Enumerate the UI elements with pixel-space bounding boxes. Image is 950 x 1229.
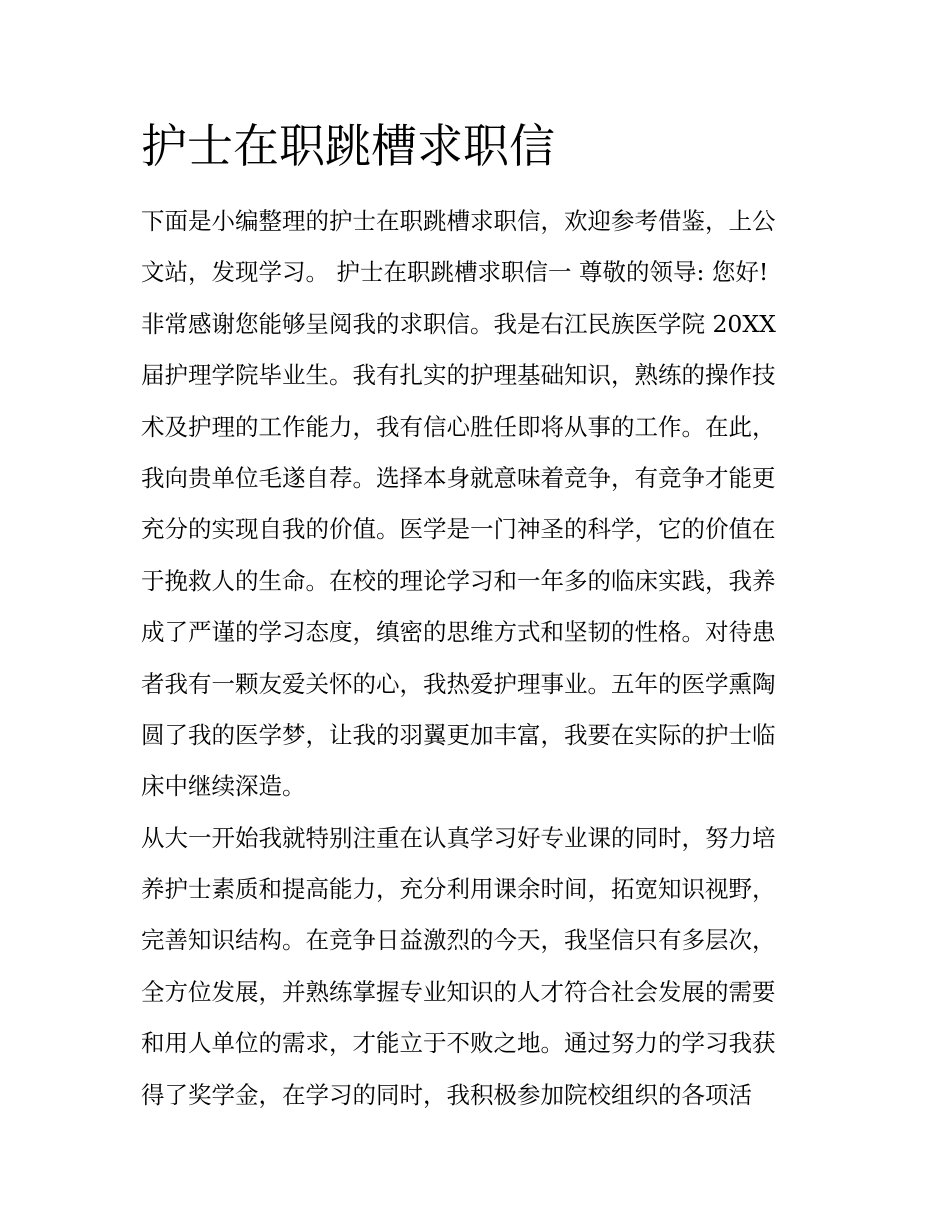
text-line: 圆了我的医学梦，让我的羽翼更加丰富，我要在实际的护士临: [141, 720, 776, 749]
text-line: 和用人单位的需求，才能立于不败之地。通过努力的学习我获: [141, 1029, 776, 1058]
text-line: 成了严谨的学习态度，缜密的思维方式和坚韧的性格。对待患: [141, 618, 776, 647]
text-line: 养护士素质和提高能力，充分利用课余时间，拓宽知识视野，: [141, 875, 776, 904]
text-line: 届护理学院毕业生。我有扎实的护理基础知识，熟练的操作技: [141, 361, 776, 390]
document-body: [141, 199, 821, 1124]
text-line: 非常感谢您能够呈阅我的求职信。我是右江民族医学院 20XX: [141, 309, 776, 338]
text-line: 床中继续深造。: [141, 772, 306, 801]
document-title: 护士在职跳槽求职信: [141, 119, 555, 173]
text-line: 我向贵单位毛遂自荐。选择本身就意味着竞争，有竞争才能更: [141, 463, 776, 492]
text-line: 从大一开始我就特别注重在认真学习好专业课的同时，努力培: [141, 823, 776, 852]
text-line: 者我有一颗友爱关怀的心，我热爱护理事业。五年的医学熏陶: [141, 669, 776, 698]
text-line: 文站，发现学习。 护士在职跳槽求职信一 尊敬的领导: 您好!: [141, 258, 769, 287]
text-line: 下面是小编整理的护士在职跳槽求职信，欢迎参考借鉴，上公: [141, 207, 776, 235]
text-line: 充分的实现自我的价值。医学是一门神圣的科学，它的价值在: [141, 515, 776, 544]
text-line: 于挽救人的生命。在校的理论学习和一年多的临床实践，我养: [141, 566, 776, 595]
text-line: 术及护理的工作能力，我有信心胜任即将从事的工作。在此，: [141, 412, 776, 441]
text-line: 完善知识结构。在竞争日益激烈的今天，我坚信只有多层次，: [141, 926, 776, 955]
text-line: 得了奖学金，在学习的同时，我积极参加院校组织的各项活: [141, 1080, 752, 1109]
text-line: 全方位发展，并熟练掌握专业知识的人才符合社会发展的需要: [141, 977, 776, 1006]
